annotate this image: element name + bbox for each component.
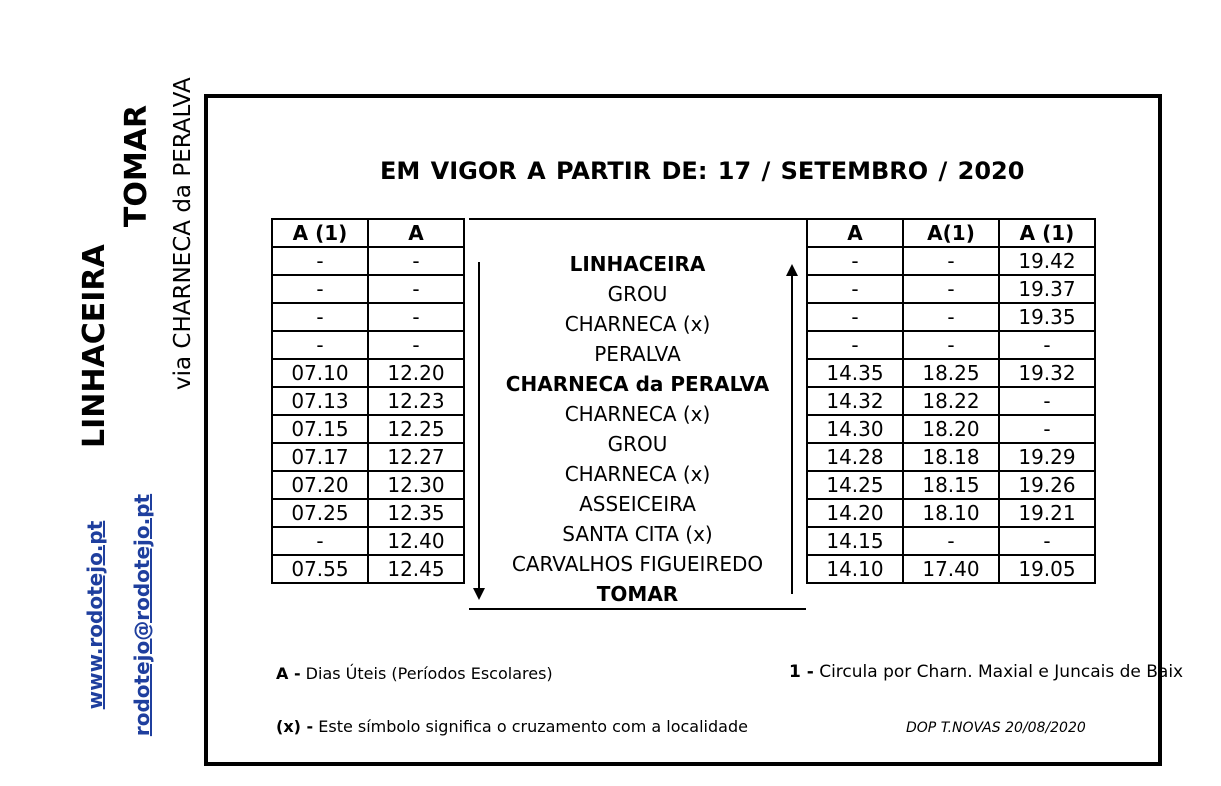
time-cell: 19.05 bbox=[999, 555, 1095, 583]
time-cell: 07.55 bbox=[272, 555, 368, 583]
note-x bbox=[276, 717, 748, 736]
time-cell: 14.25 bbox=[807, 471, 903, 499]
time-cell: 12.27 bbox=[368, 443, 464, 471]
stops-column bbox=[469, 218, 806, 610]
time-cell: 18.20 bbox=[903, 415, 999, 443]
time-cell: 19.21 bbox=[999, 499, 1095, 527]
time-cell: 17.40 bbox=[903, 555, 999, 583]
time-cell: - bbox=[903, 275, 999, 303]
website-link[interactable]: www.rodotejo.pt bbox=[83, 520, 107, 710]
time-cell: 12.35 bbox=[368, 499, 464, 527]
stop-name: LINHACEIRA bbox=[569, 252, 706, 276]
time-cell: - bbox=[272, 275, 368, 303]
time-cell: 07.20 bbox=[272, 471, 368, 499]
direction-arrow-line bbox=[478, 262, 480, 588]
time-cell: 14.30 bbox=[807, 415, 903, 443]
table-row bbox=[807, 499, 1095, 527]
time-cell: 18.18 bbox=[903, 443, 999, 471]
table-row bbox=[272, 499, 464, 527]
arrow-up-icon bbox=[786, 264, 798, 276]
stop-name: CHARNECA (x) bbox=[564, 312, 711, 336]
time-cell: - bbox=[903, 331, 999, 359]
time-cell: 14.15 bbox=[807, 527, 903, 555]
time-cell: - bbox=[999, 415, 1095, 443]
time-cell: 07.13 bbox=[272, 387, 368, 415]
time-cell: 07.17 bbox=[272, 443, 368, 471]
time-cell: 14.28 bbox=[807, 443, 903, 471]
table-row bbox=[272, 555, 464, 583]
time-cell: - bbox=[272, 527, 368, 555]
column-header: A(1) bbox=[903, 219, 999, 247]
time-cell: - bbox=[807, 275, 903, 303]
time-cell: 19.32 bbox=[999, 359, 1095, 387]
note-one-key: 1 - bbox=[789, 662, 814, 682]
table-row bbox=[272, 331, 464, 359]
stop-name: CHARNECA (x) bbox=[564, 462, 711, 486]
time-cell: - bbox=[272, 247, 368, 275]
time-cell: 14.20 bbox=[807, 499, 903, 527]
time-cell: 19.37 bbox=[999, 275, 1095, 303]
time-cell: 18.22 bbox=[903, 387, 999, 415]
note-x-key: (x) - bbox=[276, 717, 314, 736]
table-row bbox=[807, 387, 1095, 415]
time-cell: - bbox=[807, 331, 903, 359]
time-cell: - bbox=[368, 303, 464, 331]
time-cell: 18.25 bbox=[903, 359, 999, 387]
table-row bbox=[807, 303, 1095, 331]
note-x-text: Este símbolo significa o cruzamento com a localidade bbox=[313, 717, 748, 736]
table-row bbox=[272, 247, 464, 275]
time-cell: 19.29 bbox=[999, 443, 1095, 471]
time-cell: - bbox=[272, 331, 368, 359]
time-cell: 07.25 bbox=[272, 499, 368, 527]
time-cell: 07.15 bbox=[272, 415, 368, 443]
time-cell: 12.30 bbox=[368, 471, 464, 499]
table-row bbox=[272, 275, 464, 303]
time-cell: 19.42 bbox=[999, 247, 1095, 275]
effective-date-heading: EM VIGOR A PARTIR DE: 17 / SETEMBRO / 2020 bbox=[380, 157, 1025, 185]
time-cell: 18.15 bbox=[903, 471, 999, 499]
table-row bbox=[807, 443, 1095, 471]
destination-title: TOMAR bbox=[119, 104, 154, 228]
time-cell: 19.35 bbox=[999, 303, 1095, 331]
note-one bbox=[789, 662, 1183, 682]
stop-name: CARVALHOS FIGUEIREDO bbox=[511, 552, 764, 576]
column-header: A bbox=[807, 219, 903, 247]
stop-name: PERALVA bbox=[594, 342, 681, 366]
time-cell: 12.25 bbox=[368, 415, 464, 443]
time-cell: 12.40 bbox=[368, 527, 464, 555]
table-row bbox=[807, 359, 1095, 387]
table-row bbox=[807, 527, 1095, 555]
table-row bbox=[807, 415, 1095, 443]
email-link[interactable]: rodotejo@rodotejo.pt bbox=[130, 493, 154, 737]
time-cell: 14.32 bbox=[807, 387, 903, 415]
table-row bbox=[272, 415, 464, 443]
note-a-key: A - bbox=[276, 664, 301, 683]
outbound-times-table bbox=[271, 218, 465, 584]
stop-name: CHARNECA da PERALVA bbox=[505, 372, 770, 396]
column-header: A bbox=[368, 219, 464, 247]
time-cell: - bbox=[368, 331, 464, 359]
column-header: A (1) bbox=[999, 219, 1095, 247]
column-header: A (1) bbox=[272, 219, 368, 247]
time-cell: - bbox=[903, 247, 999, 275]
time-cell: - bbox=[999, 387, 1095, 415]
time-cell: - bbox=[903, 303, 999, 331]
stop-name: ASSEICEIRA bbox=[579, 492, 696, 516]
time-cell: - bbox=[807, 247, 903, 275]
table-row bbox=[272, 527, 464, 555]
time-cell: 07.10 bbox=[272, 359, 368, 387]
table-row bbox=[807, 555, 1095, 583]
table-row bbox=[272, 471, 464, 499]
stop-name: TOMAR bbox=[596, 582, 679, 606]
table-row bbox=[807, 247, 1095, 275]
origin-title: LINHACEIRA bbox=[77, 244, 112, 448]
note-one-text: Circula por Charn. Maxial e Juncais de Baix bbox=[813, 662, 1184, 682]
note-a bbox=[276, 664, 553, 683]
table-row bbox=[272, 303, 464, 331]
time-cell: 12.23 bbox=[368, 387, 464, 415]
table-row bbox=[272, 443, 464, 471]
return-times-table bbox=[806, 218, 1096, 584]
note-a-text: Dias Úteis (Períodos Escolares) bbox=[300, 664, 553, 683]
time-cell: - bbox=[903, 527, 999, 555]
time-cell: - bbox=[807, 303, 903, 331]
table-row bbox=[272, 387, 464, 415]
stop-name: SANTA CITA (x) bbox=[562, 522, 713, 546]
table-row bbox=[807, 471, 1095, 499]
arrow-down-icon bbox=[473, 588, 485, 600]
stop-name: CHARNECA (x) bbox=[564, 402, 711, 426]
stop-name: GROU bbox=[607, 432, 668, 456]
time-cell: 18.10 bbox=[903, 499, 999, 527]
table-row bbox=[272, 359, 464, 387]
time-cell: 14.35 bbox=[807, 359, 903, 387]
time-cell: - bbox=[272, 303, 368, 331]
time-cell: 14.10 bbox=[807, 555, 903, 583]
time-cell: - bbox=[999, 331, 1095, 359]
time-cell: 12.45 bbox=[368, 555, 464, 583]
dop-reference: DOP T.NOVAS 20/08/2020 bbox=[906, 720, 1086, 736]
time-cell: 12.20 bbox=[368, 359, 464, 387]
time-cell: - bbox=[999, 527, 1095, 555]
time-cell: - bbox=[368, 275, 464, 303]
table-row bbox=[807, 331, 1095, 359]
direction-arrow-line bbox=[791, 276, 793, 594]
via-label: via CHARNECA da PERALVA bbox=[170, 77, 196, 390]
time-cell: - bbox=[368, 247, 464, 275]
table-row bbox=[807, 275, 1095, 303]
stop-name: GROU bbox=[607, 282, 668, 306]
time-cell: 19.26 bbox=[999, 471, 1095, 499]
